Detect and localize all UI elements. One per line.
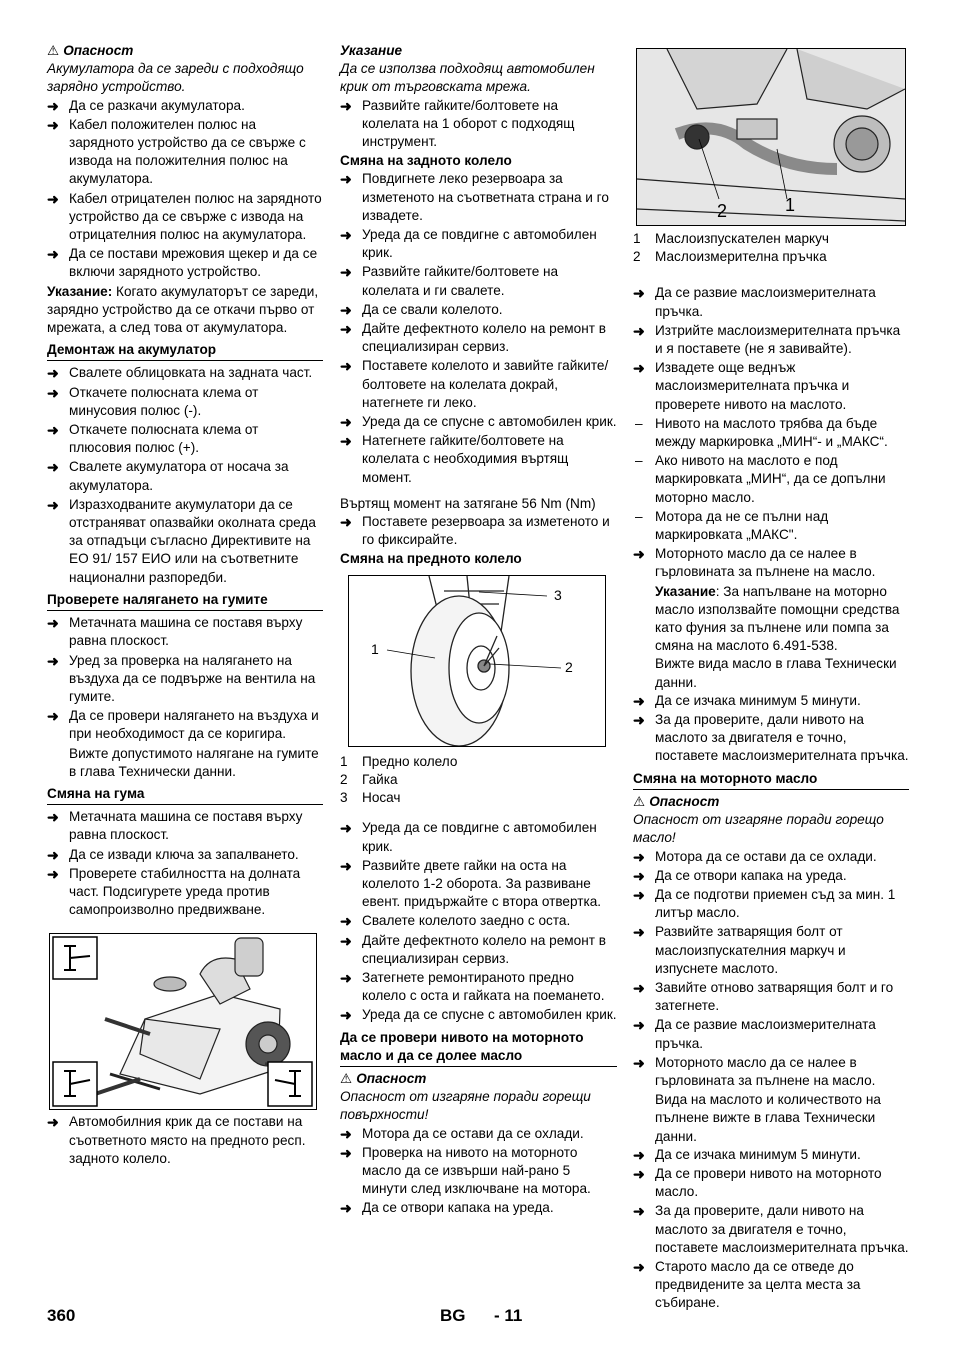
sweeper-illustration: [50, 934, 316, 1109]
step-list: [47, 614, 323, 781]
step-list: [340, 1125, 617, 1218]
list-item: ➜ Моторното масло да се налее в гърловината за пълнене на масло.: [633, 545, 909, 581]
list-item: ➜ Да се свали колелото.: [340, 301, 617, 319]
sweeper-jack-figure: [49, 933, 317, 1110]
note-text: Да се използва подходящ автомобилен крик от търговската мрежа.: [340, 61, 595, 95]
engine-oil-figure: [636, 48, 906, 226]
list-item: ➜ Да се развие маслоизмерителната пръчка.: [633, 284, 909, 320]
list-item: ➜ Изразходваните акумулатори да се отстраняват опазвайки околната среда за отпадъци съгласно Директивите на ЕО 91/ 157 ЕИО или на съответните национални разпоредби.: [47, 496, 323, 587]
list-item: ➜ Моторното масло да се налее в гърловината за пълнене на масло.: [633, 1054, 909, 1090]
list-item: ➜ Да се провери нивото на моторното масло.: [633, 1165, 909, 1201]
legend-text: Гайка: [362, 771, 398, 787]
list-item: – Ако нивото на маслото е под маркировката „МИН“, да се допълни моторно масло.: [633, 452, 909, 507]
front-wheel-illustration: [349, 576, 605, 746]
list-item: ➜ Да се изчака минимум 5 минути.: [633, 692, 909, 710]
section-heading: Да се провери нивото на моторното масло и да се долее масло: [340, 1029, 617, 1067]
list-item: ➜ Уреда да се повдигне с автомобилен крик.: [340, 226, 617, 262]
note-paragraph: [47, 283, 323, 338]
legend-text: Предно колело: [362, 753, 458, 769]
list-item: ➜ Метачната машина се поставя върху равна плоскост.: [47, 808, 323, 844]
list-item: ➜ Извадете още веднъж маслоизмерителната пръчка и проверете нивото на маслото.: [633, 359, 909, 414]
callout-3: 3: [554, 586, 562, 603]
danger-title: Опасност: [63, 43, 134, 58]
legend-item: [340, 789, 617, 807]
note-text: : За напълване на моторно масло използвайте помощни средства като фуния за пълнене или помпа за смяна на маслото 6.491-538.: [655, 583, 900, 654]
list-item: ➜ Кабел отрицателен полюс на зарядното устройство да се свърже с извода на отрицателния полюс на акумулатора.: [47, 190, 323, 245]
danger-text: Опасност от изгаряне поради горещо масло!: [633, 812, 884, 846]
legend-text: Носач: [362, 790, 401, 806]
section-heading: Смяна на моторното масло: [633, 770, 909, 790]
front-wheel-figure: [348, 575, 606, 747]
list-item: ➜ Да се провери налягането на въздуха и при необходимост да се коригира.: [47, 707, 323, 743]
list-item: ➜ Откачете полюсната клема от минусовия полюс (-).: [47, 384, 323, 420]
list-item: ➜ Развийте двете гайки на оста на колелото 1-2 оборота. За развиване евент. придържайте с втора отвертка.: [340, 857, 617, 912]
list-item: ➜ Кабел положителен полюс на зарядното устройство да се свърже с изводa на положителния полюс на акумулатора.: [47, 116, 323, 189]
list-item: ➜ Свалете облицовката на задната част.: [47, 364, 323, 382]
column-2: [340, 42, 617, 1219]
list-item: ➜ Развийте затварящия болт от маслоизпускателния маркуч и изпуснете маслото.: [633, 923, 909, 978]
list-item: – Нивото на маслото трябва да бъде между маркировка „МИН“- и „МАКС“.: [633, 415, 909, 451]
callout-1: 1: [785, 195, 796, 215]
legend-number: 1: [340, 753, 348, 769]
note-text: Когато акумулаторът се зареди, зарядно устройство да се откачи първо от мрежата, а след това от акумулатора.: [47, 283, 319, 336]
danger-title: Опасност: [356, 1070, 427, 1086]
legend-item: [340, 771, 617, 789]
page-number: 360: [47, 1306, 76, 1325]
section-heading: Проверете налягането на гумите: [47, 591, 323, 611]
list-item: ➜ Свалете акумулатора от носача за акумулатора.: [47, 458, 323, 494]
list-item: ➜ Развийте гайките/болтовете на колелата и ги свалете.: [340, 263, 617, 299]
warning-icon: ⚠: [47, 43, 60, 58]
note-label: Указание:: [47, 283, 113, 299]
legend-number: 3: [340, 790, 348, 806]
legend-text: Маслоизмерителна пръчка: [655, 249, 827, 265]
note-title: Указание: [340, 43, 403, 58]
list-item: ➜ Автомобилния крик да се постави на съответното място на предното респ. задното колело.: [47, 1113, 323, 1168]
list-item: ➜ Проверка на нивото на моторното масло да се извърши най-рано 5 минути след изключване на мотора.: [340, 1144, 617, 1199]
list-item: ➜ Свалете колелото заедно с оста.: [340, 912, 617, 930]
list-item: ➜ Да се развие маслоизмерителната пръчка.: [633, 1016, 909, 1052]
list-item: ➜ Уреда да се повдигне с автомобилен крик.: [340, 819, 617, 855]
danger-heading: [340, 1070, 617, 1088]
list-item: ➜ Уред за проверка на налягането на въздуха да се подвърже на вентила на гумите.: [47, 652, 323, 707]
list-item: ➜ Развийте гайките/болтовете на колелата на 1 оборот с подходящ инструмент.: [340, 97, 617, 152]
list-item: ➜ Да се изчака минимум 5 минути.: [633, 1146, 909, 1164]
danger-text: Опасност от изгаряне поради горещи повърхности!: [340, 1089, 591, 1123]
list-item: ➜ Натегнете гайките/болтовете на колелата с необходимия въртящ момент.: [340, 432, 617, 487]
list-item: ➜ Мотора да се остави да се охлади.: [633, 848, 909, 866]
list-item: – Мотора да не се пълни над маркировката „МАКС".: [633, 508, 909, 544]
list-item: ➜ Старото масло да се отведе до предвидените за целта места за събиране.: [633, 1258, 909, 1313]
callout-1: 1: [371, 640, 379, 657]
list-item: ➜ Проверете стабилността на долната част. Подсигурете уреда против самопроизволно предвижване.: [47, 865, 323, 920]
section-heading: Демонтаж на акумулатор: [47, 341, 323, 361]
list-item: ➜ Да се разкачи акумулатора.: [47, 97, 323, 115]
list-item: ➜ Завийте отново затварящия болт и го затегнете.: [633, 979, 909, 1015]
step-list: [633, 284, 909, 765]
column-1: [47, 42, 323, 1169]
warning-icon: ⚠: [633, 793, 646, 809]
legend-number: 2: [340, 771, 348, 787]
language-code: BG: [440, 1306, 466, 1325]
callout-2: 2: [717, 201, 728, 221]
list-item: ➜ Изтрийте маслоизмерителната пръчка и я поставете (не я завивайте).: [633, 322, 909, 358]
section-heading: Смяна на предното колело: [340, 551, 522, 567]
note-paragraph: [633, 583, 909, 656]
list-item: ➜ Да се постави мрежовия щекер и да се включи зарядното устройство.: [47, 245, 323, 281]
legend-item: [340, 753, 617, 771]
list-item: ➜ За да проверите, дали нивото на маслото за двигателя е точно, поставете маслоизмерителната пръчка.: [633, 711, 909, 766]
list-item: ➜ Да се извади ключа за запалването.: [47, 846, 323, 864]
list-item: ➜ Уреда да се спусне с автомобилен крик.: [340, 1006, 617, 1024]
list-item: ➜ Да се отвори капака на уреда.: [340, 1199, 617, 1217]
list-item: ➜ Да се подготви приемен съд за мин. 1 литър масло.: [633, 886, 909, 922]
step-list: [47, 808, 323, 919]
legend-number: 1: [633, 231, 641, 246]
engine-illustration: [637, 49, 905, 225]
legend-number: 2: [633, 249, 641, 265]
step-list: [47, 364, 323, 586]
list-item: ➜ Дайте дефектното колело на ремонт в специализиран сервиз.: [340, 320, 617, 356]
list-item: ➜ Дайте дефектното колело на ремонт в специализиран сервиз.: [340, 932, 617, 968]
danger-text: Акумулатора да се зареди с подходящо зарядно устройство.: [47, 61, 304, 95]
list-item: ➜ Да се отвори капака на уреда.: [633, 867, 909, 885]
step-list: [340, 170, 617, 486]
torque-spec: Въртящ момент на затягане 56 Nm (Nm): [340, 495, 596, 511]
list-item: ➜ Мотора да се остави да се охлади.: [340, 1125, 617, 1143]
list-item: ➜ Уреда да се спусне с автомобилен крик.: [340, 413, 617, 431]
step-list: [47, 97, 323, 282]
list-item: ➜ Откачете полюсната клема от плюсовия полюс (+).: [47, 421, 323, 457]
step-list: [340, 819, 617, 1024]
section-heading: Смяна на задното колело: [340, 153, 512, 169]
list-item: ➜ Поставете резервоара за изметеното и го фиксирайте.: [340, 513, 617, 549]
legend-item: [633, 248, 909, 266]
legend-item: [633, 230, 909, 248]
list-item: ➜ За да проверите, дали нивото на маслото за двигателя е точно, поставете маслоизмерителната пръчка.: [633, 1202, 909, 1257]
callout-2: 2: [565, 658, 573, 675]
note-label: Указание: [655, 583, 716, 599]
list-item-extra: Вижте допустимото налягане на гумите в глава Технически данни.: [69, 745, 319, 779]
warning-icon: ⚠: [340, 1070, 353, 1086]
danger-heading: [633, 793, 909, 811]
list-item: ➜ Метачната машина се поставя върху равна плоскост.: [47, 614, 323, 650]
column-3: [633, 48, 909, 1314]
list-item: ➜ Поставете колелото и завийте гайките/болтовете на колелата докрай, натегнете ги леко.: [340, 357, 617, 412]
list-item: ➜ Затегнете ремонтираното предно колело с оста и гайката на поемането.: [340, 969, 617, 1005]
list-item: ➜ Повдигнете леко резервоара за изметеното на съответната страна и го извадете.: [340, 170, 617, 225]
section-page: - 11: [494, 1306, 523, 1325]
figure-legend: [340, 753, 617, 808]
section-heading: Смяна на гума: [47, 785, 323, 805]
step-list: [633, 848, 909, 1313]
danger-title: Опасност: [649, 793, 720, 809]
list-item-extra: Вижте вида масло в глава Технически данни.: [655, 656, 897, 690]
legend-text: Маслоизпускателен маркуч: [655, 231, 830, 246]
figure-legend: [633, 230, 909, 266]
danger-heading: [47, 42, 323, 60]
list-item-extra: Вида на маслото и количеството на пълнене вижте в глава Технически данни.: [655, 1092, 881, 1144]
